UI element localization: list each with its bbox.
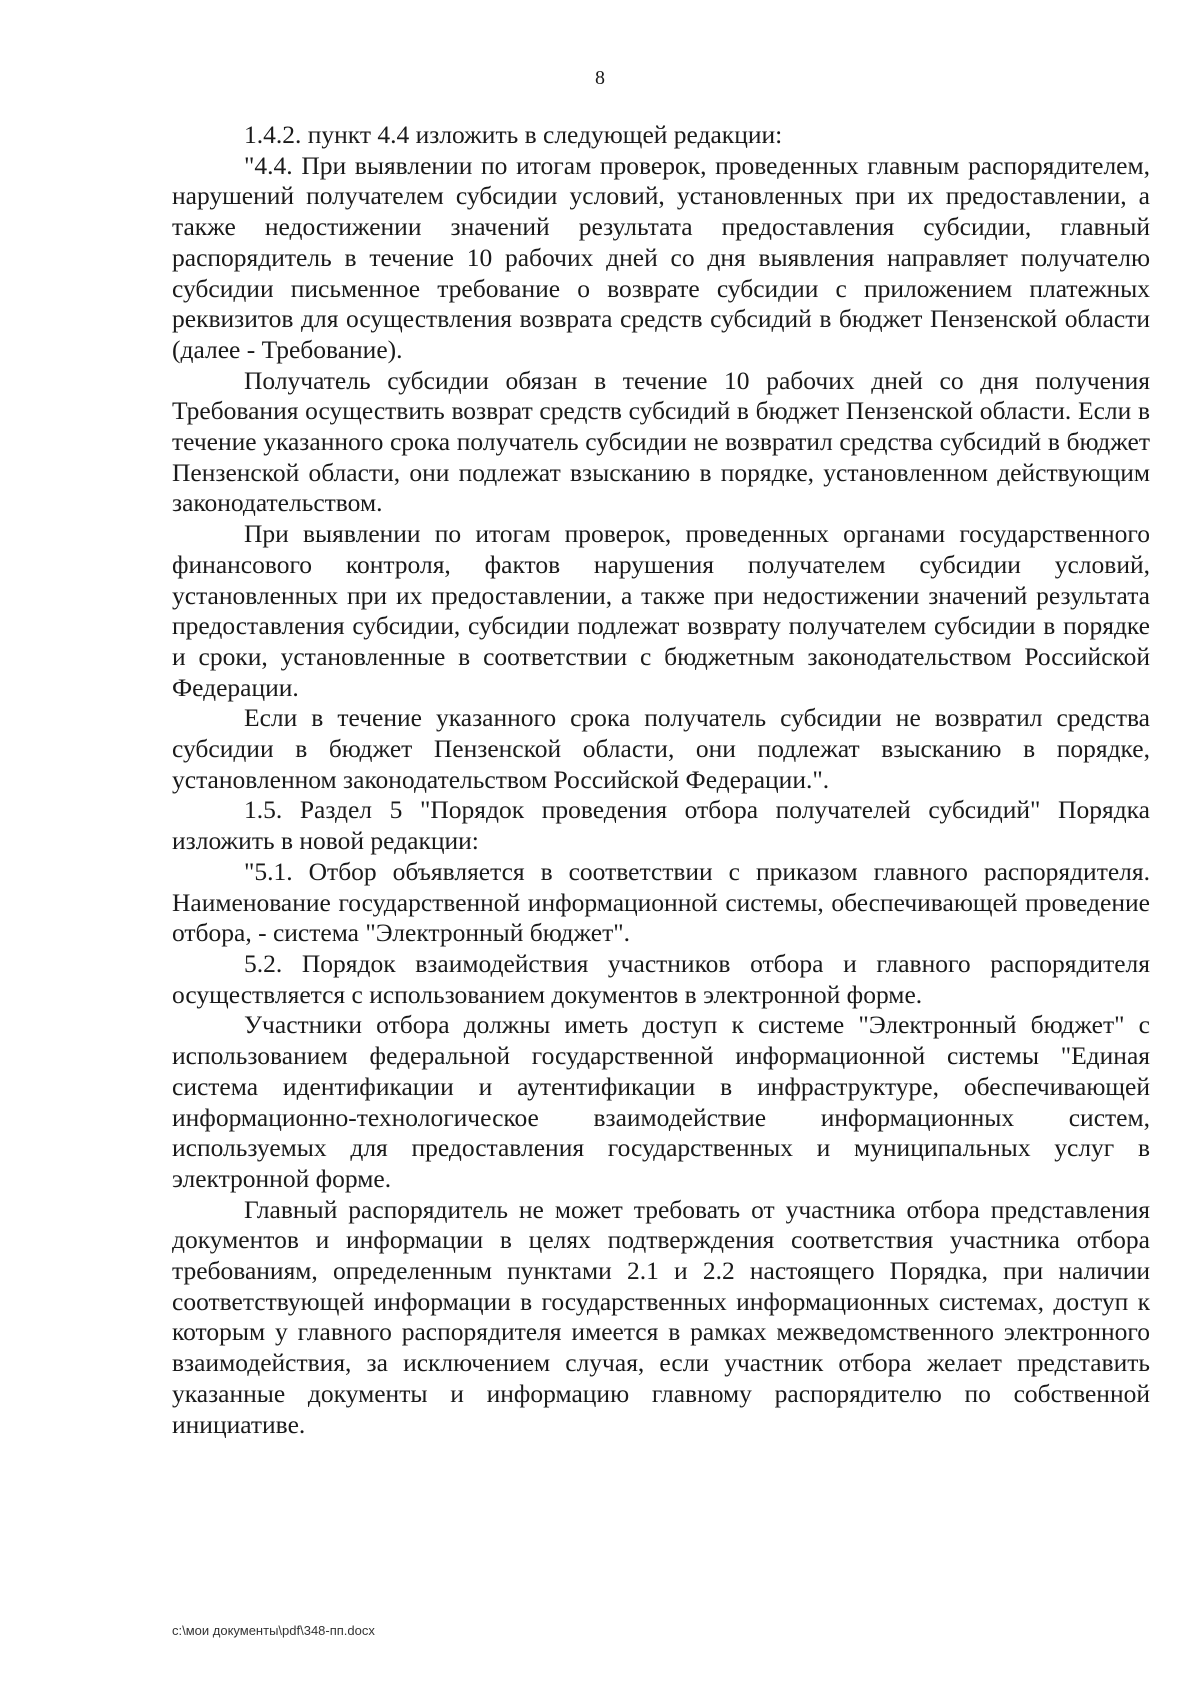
paragraph-state-control: При выявлении по итогам проверок, проведенных органами государственного финансового контроля, фактов нарушения получателем субсидии условий, установленных при их предоставлении, а также при недостижении значений результата предоставления субсидии, субсидии подлежат возврату получателем субсидии в порядке и сроки, установленные в соответствии с бюджетным законодательством Российской Федерации. <box>172 519 1150 702</box>
page-number: 8 <box>595 67 605 89</box>
paragraph-5-1: "5.1. Отбор объявляется в соответствии с приказом главного распорядителя. Наименование государственной информационной системы, обеспечивающей проведение отбора, - система "Электронный бюджет". <box>172 856 1150 948</box>
paragraph-4-4: "4.4. При выявлении по итогам проверок, проведенных главным распорядителем, нарушений получателем субсидии условий, установленных при их предоставлении, а также недостижении значений результата предоставления субсидии, главный распорядитель в течение 10 рабочих дней со дня выявления направляет получателю субсидии письменное требование о возврате субсидии с приложением платежных реквизитов для осуществления возврата средств субсидий в бюджет Пензенской области (далее - Требование). <box>172 150 1150 364</box>
paragraph-recipient-obligation: Получатель субсидии обязан в течение 10 рабочих дней со дня получения Требования осуществить возврат средств субсидий в бюджет Пензенской области. Если в течение указанного срока получатель субсидии не возвратил средства субсидий в бюджет Пензенской области, они подлежат взысканию в порядке, установленном действующим законодательством. <box>172 365 1150 518</box>
footer-file-path: c:\мои документы\pdf\348-пп.docx <box>172 1623 375 1638</box>
paragraph-1-5: 1.5. Раздел 5 "Порядок проведения отбора получателей субсидий" Порядка изложить в новой редакции: <box>172 795 1150 856</box>
document-body <box>172 120 1150 1440</box>
paragraph-5-2: 5.2. Порядок взаимодействия участников отбора и главного распорядителя осуществляется с использованием документов в электронной форме. <box>172 948 1150 1009</box>
paragraph-documents-requirement: Главный распорядитель не может требовать от участника отбора представления документов и информации в целях подтверждения соответствия участника отбора требованиям, определенным пунктами 2.1 и 2.2 настоящего Порядка, при наличии соответствующей информации в государственных информационных системах, доступ к которым у главного распорядителя имеется в рамках межведомственного электронного взаимодействия, за исключением случая, если участник отбора желает представить указанные документы и информацию главному распорядителю по собственной инициативе. <box>172 1194 1150 1439</box>
paragraph-1-4-2: 1.4.2. пункт 4.4 изложить в следующей редакции: <box>244 120 783 149</box>
paragraph-participants-access: Участники отбора должны иметь доступ к системе "Электронный бюджет" с использованием федеральной государственной информационной системы "Единая система идентификации и аутентификации в инфраструктуре, обеспечивающей информационно-технологическое взаимодействие информационных систем, используемых для предоставления государственных и муниципальных услуг в электронной форме. <box>172 1010 1150 1193</box>
paragraph-recovery: Если в течение указанного срока получатель субсидии не возвратил средства субсидии в бюджет Пензенской области, они подлежат взысканию в порядке, установленном законодательством Российской Федерации.". <box>172 703 1150 794</box>
